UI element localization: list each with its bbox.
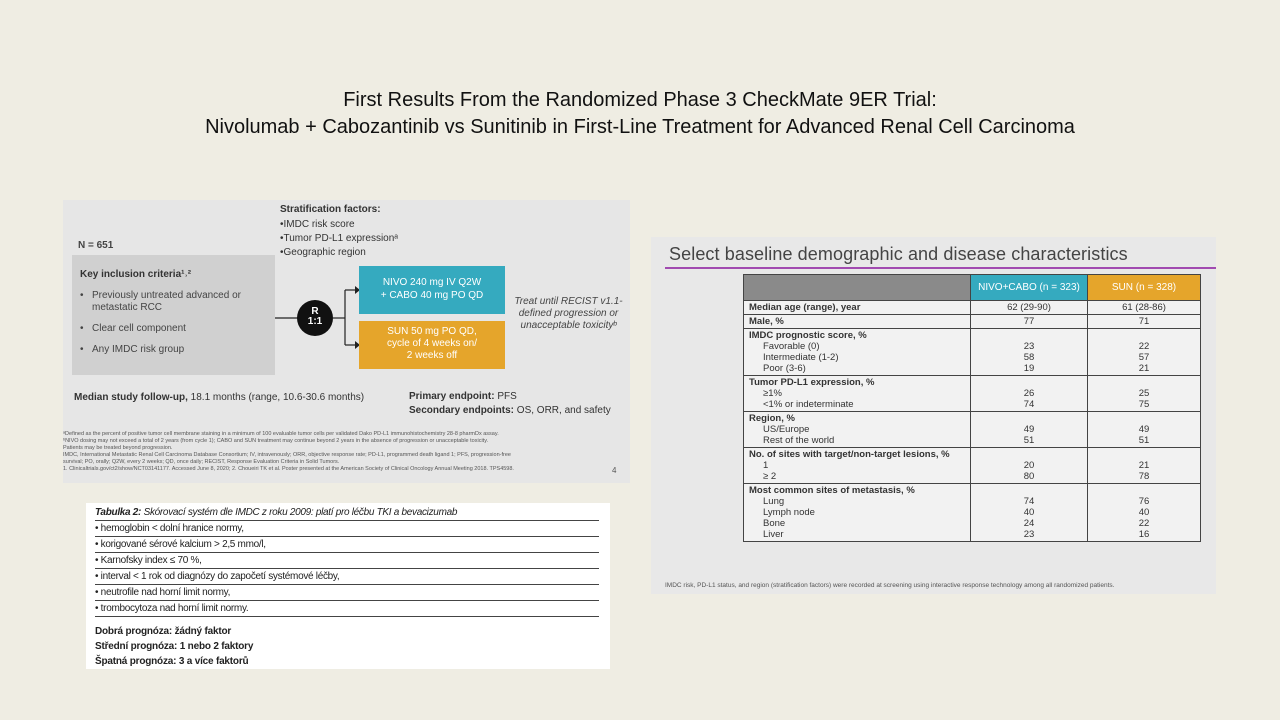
cell-nivo: 77 [971, 315, 1088, 329]
cell-nivo: 40 [1023, 507, 1035, 518]
row-label: Intermediate (1-2) [763, 352, 839, 363]
header-nivo-cabo: NIVO+CABO (n = 323) [971, 275, 1088, 301]
strat-item: •Tumor PD-L1 expressionᵃ [280, 233, 399, 244]
cell-nivo: 74 [1023, 496, 1035, 507]
cell-sun: 71 [1088, 315, 1201, 329]
table-group-pdl1 [744, 376, 1201, 412]
footnote: ᵃDefined as the percent of positive tumor cell membrane staining in a minimum of 100 evaluable tumor cells per validated Dako PD-L1 immunohistochemistry 28-8 pharmDx assay. [63, 431, 499, 437]
inclusion-item: • Clear cell component [80, 323, 267, 335]
cell-nivo: 19 [1023, 363, 1035, 374]
risk-factor-row: • hemoglobin < dolní hranice normy, [95, 521, 599, 537]
baseline-title: Select baseline demographic and disease characteristics [669, 244, 1128, 264]
row-label: Male, % [749, 316, 784, 327]
group-heading: Tumor PD-L1 expression, % [749, 377, 875, 388]
cell-nivo: 62 (29-90) [971, 301, 1088, 315]
sample-size: N = 651 [78, 240, 114, 251]
randomization-circle [297, 300, 333, 336]
cell-sun: 22 [1138, 341, 1150, 352]
caption-label: Tabulka 2: [95, 507, 142, 518]
cell-nivo: 80 [1023, 471, 1035, 482]
prognosis-poor: Špatná prognóza: 3 a více faktorů [95, 656, 249, 667]
cell-nivo: 23 [1023, 529, 1035, 540]
cell-sun: 61 (28-86) [1088, 301, 1201, 315]
footnote: 1. Clinicaltrials.gov/ct2/show/NCT03141177. Accessed June 8, 2020; 2. Choueiri TK et al. Poster presented at the American Society of Clinical Oncology Annual Meeting 2018. TPS4598. [63, 466, 514, 472]
table-row [744, 301, 1201, 315]
table-header-row [744, 275, 1201, 301]
row-label: Median age (range), year [749, 302, 861, 313]
strat-item: •IMDC risk score [280, 219, 355, 230]
cell-nivo: 49 [1023, 424, 1035, 435]
table-group-region [744, 412, 1201, 448]
footnote: survival; PO, orally; Q2W, every 2 weeks; QD, once daily; RECIST, Response Evaluation Criteria in Solid Tumors. [63, 459, 340, 465]
median-label: Median study follow-up, [74, 392, 188, 403]
table-row [744, 315, 1201, 329]
sun-line: 2 weeks off [406, 350, 458, 361]
cell-sun: 76 [1138, 496, 1150, 507]
footnote: ᵇNIVO dosing may not exceed a total of 2 years (from cycle 1); CABO and SUN treatment may continue beyond 2 years in the absence of progression or unacceptable toxicity. [63, 438, 489, 444]
group-heading: Region, % [749, 413, 795, 424]
table-group-metastasis [744, 484, 1201, 542]
prognosis-good: Dobrá prognóza: žádný faktor [95, 626, 232, 637]
endpoints [409, 390, 611, 418]
group-heading: IMDC prognostic score, % [749, 330, 867, 341]
baseline-footnote: IMDC risk, PD-L1 status, and region (stratification factors) were recorded at screening using interactive response technology among all randomized patients. [665, 582, 1115, 589]
cabo-line: + CABO 40 mg PO QD [380, 290, 484, 301]
inclusion-heading: Key inclusion criteria¹˒² [80, 269, 192, 280]
inclusion-item: • Previously untreated advanced or metastatic RCC [80, 290, 267, 314]
cell-nivo: 26 [1023, 388, 1035, 399]
group-heading: No. of sites with target/non-target lesions, % [749, 449, 950, 460]
row-label: Bone [763, 518, 786, 529]
baseline-characteristics-panel [651, 237, 1216, 594]
stratification-heading: Stratification factors: [280, 204, 381, 215]
cell-sun: 40 [1138, 507, 1150, 518]
risk-factor-row: • trombocytoza nad horní limit normy. [95, 601, 599, 617]
footnote: IMDC, International Metastatic Renal Cell Carcinoma Database Consortium; IV, intravenously; ORR, objective response rate; PD-L1, programmed death ligand 1; PFS, progression-free [63, 452, 511, 458]
imdc-czech-table [86, 503, 610, 669]
cell-sun: 22 [1138, 518, 1150, 529]
cell-sun: 21 [1138, 460, 1150, 471]
cell-sun: 57 [1138, 352, 1150, 363]
prognosis-list [95, 624, 599, 669]
treatment-duration-note: Treat until RECIST v1.1-defined progression or unacceptable toxicityᵇ [514, 296, 623, 331]
title-line-2: Nivolumab + Cabozantinib vs Sunitinib in First-Line Treatment for Advanced Renal Cell Carcinoma [205, 116, 1075, 138]
sunitinib-arm [359, 321, 505, 369]
design-footnotes [63, 431, 630, 473]
page-number: 4 [612, 466, 617, 475]
cell-sun: 21 [1138, 363, 1150, 374]
primary-endpoint-label: Primary endpoint: [409, 391, 495, 402]
cell-nivo: 23 [1023, 341, 1035, 352]
row-label: <1% or indeterminate [763, 399, 854, 410]
header-blank [744, 275, 971, 301]
risk-factor-row: • neutrofile nad horní limit normy, [95, 585, 599, 601]
secondary-endpoints-value: OS, ORR, and safety [514, 405, 611, 416]
risk-factor-row: • Karnofsky index ≤ 70 %, [95, 553, 599, 569]
cell-sun: 16 [1138, 529, 1150, 540]
nivo-line: NIVO 240 mg IV Q2W [382, 277, 482, 288]
prognosis-intermediate: Střední prognóza: 1 nebo 2 faktory [95, 641, 254, 652]
cell-nivo: 74 [1023, 399, 1035, 410]
table-caption [95, 507, 599, 521]
primary-endpoint-value: PFS [494, 391, 517, 402]
row-label: Rest of the world [763, 435, 835, 446]
cell-nivo: 58 [1023, 352, 1035, 363]
sun-line: cycle of 4 weeks on/ [386, 338, 478, 349]
cell-sun: 78 [1138, 471, 1150, 482]
rand-ratio: 1:1 [307, 316, 323, 327]
caption-text: Skórovací systém dle IMDC z roku 2009: platí pro léčbu TKI a bevacizumab [141, 507, 458, 518]
strat-item: •Geographic region [280, 247, 366, 258]
row-label: ≥1% [763, 388, 782, 399]
cell-sun: 49 [1138, 424, 1150, 435]
median-follow-up [74, 392, 364, 403]
risk-factor-row: • interval < 1 rok od diagnózy do započetí systémové léčby, [95, 569, 599, 585]
row-label: 1 [763, 460, 769, 471]
cell-sun: 25 [1138, 388, 1150, 399]
footnote: Patients may be treated beyond progression. [63, 445, 173, 451]
rand-label: R [311, 306, 319, 317]
cell-nivo: 20 [1023, 460, 1035, 471]
table-group-sites [744, 448, 1201, 484]
title-underline [665, 267, 1216, 269]
group-heading: Most common sites of metastasis, % [749, 485, 915, 496]
cell-sun: 51 [1138, 435, 1150, 446]
row-label: Poor (3-6) [763, 363, 806, 374]
risk-factor-row: • korigované sérové kalcium > 2,5 mmo/l, [95, 537, 599, 553]
header-sun: SUN (n = 328) [1088, 275, 1201, 301]
row-label: US/Europe [763, 424, 810, 435]
nivo-cabo-arm [359, 266, 505, 314]
slide-title [0, 87, 1280, 141]
table-group-imdc [744, 329, 1201, 376]
row-label: ≥ 2 [763, 471, 777, 482]
secondary-endpoints-label: Secondary endpoints: [409, 405, 515, 416]
row-label: Lymph node [763, 507, 815, 518]
title-line-1: First Results From the Randomized Phase 3 CheckMate 9ER Trial: [343, 89, 937, 111]
trial-design-panel [63, 200, 630, 483]
inclusion-item: • Any IMDC risk group [80, 344, 267, 356]
median-value: 18.1 months (range, 10.6-30.6 months) [187, 392, 365, 403]
baseline-table [743, 274, 1201, 542]
cell-sun: 75 [1138, 399, 1150, 410]
sun-line: SUN 50 mg PO QD, [387, 326, 477, 337]
row-label: Lung [763, 496, 785, 507]
row-label: Favorable (0) [763, 341, 820, 352]
row-label: Liver [763, 529, 784, 540]
cell-nivo: 24 [1023, 518, 1035, 529]
cell-nivo: 51 [1023, 435, 1035, 446]
